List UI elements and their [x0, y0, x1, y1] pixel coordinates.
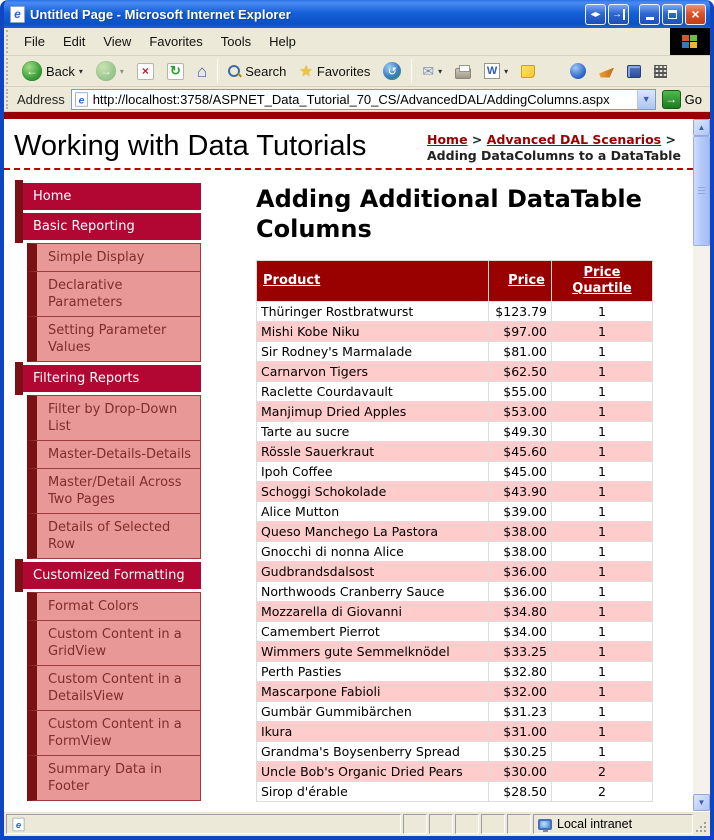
- product-cell: Thüringer Rostbratwurst: [257, 302, 489, 322]
- price-cell: $53.00: [489, 402, 552, 422]
- forward-dropdown-icon: ▾: [119, 66, 124, 76]
- products-gridview: [256, 260, 653, 802]
- product-cell: Sirop d'érable: [257, 782, 489, 802]
- window-nav-button[interactable]: ◂▸: [585, 4, 606, 25]
- price-cell: $32.80: [489, 662, 552, 682]
- table-header-row: [257, 261, 653, 302]
- standard-toolbar: [4, 56, 710, 87]
- price-cell: $43.90: [489, 482, 552, 502]
- sidebar-item-simple-display[interactable]: Simple Display: [27, 243, 201, 272]
- stop-button[interactable]: [131, 60, 160, 83]
- windows-logo: [670, 28, 710, 55]
- quartile-cell: 1: [552, 722, 653, 742]
- back-label: Back: [46, 63, 75, 79]
- refresh-icon: ↻: [167, 63, 184, 80]
- minimize-button[interactable]: [639, 4, 660, 25]
- breadcrumb: [427, 129, 685, 164]
- print-icon: [455, 68, 471, 79]
- table-row: [257, 762, 653, 782]
- address-field[interactable]: [71, 89, 656, 110]
- edit-with-word-button[interactable]: [478, 60, 514, 82]
- table-row: [257, 622, 653, 642]
- vertical-scrollbar[interactable]: [693, 119, 710, 811]
- product-cell: Gudbrandsdalsost: [257, 562, 489, 582]
- quick-links-icon: [654, 65, 667, 78]
- back-dropdown-icon[interactable]: ▾: [78, 66, 83, 76]
- page-top-red-band: [4, 112, 710, 119]
- status-panel: [481, 814, 505, 834]
- quartile-cell: 1: [552, 702, 653, 722]
- sidebar-item-format-colors[interactable]: Format Colors: [27, 592, 201, 621]
- word-edit-icon: W: [484, 63, 500, 79]
- price-cell: $45.60: [489, 442, 552, 462]
- product-cell: Tarte au sucre: [257, 422, 489, 442]
- quartile-cell: 1: [552, 582, 653, 602]
- price-cell: $62.50: [489, 362, 552, 382]
- sidebar-item-details-of-selected-row[interactable]: Details of Selected Row: [27, 513, 201, 559]
- product-cell: Wimmers gute Semmelknödel: [257, 642, 489, 662]
- sidebar-item-filtering-reports[interactable]: Filtering Reports: [23, 365, 201, 392]
- main-content: [256, 184, 676, 802]
- scrollbar-thumb[interactable]: [693, 136, 710, 246]
- product-cell: Alice Mutton: [257, 502, 489, 522]
- messenger-icon: [570, 63, 586, 79]
- page-viewport: [4, 119, 710, 811]
- product-cell: Carnarvon Tigers: [257, 362, 489, 382]
- price-cell: $45.00: [489, 462, 552, 482]
- sidebar-item-filter-by-dropdown-list[interactable]: Filter by Drop-Down List: [27, 395, 201, 441]
- address-label: Address: [17, 91, 65, 107]
- breadcrumb-separator: >: [665, 132, 676, 147]
- table-row: [257, 482, 653, 502]
- status-page-icon: e: [13, 817, 25, 831]
- close-button[interactable]: ×: [685, 4, 706, 25]
- price-cell: $32.00: [489, 682, 552, 702]
- notes-button[interactable]: [515, 62, 541, 81]
- product-cell: Gumbär Gummibärchen: [257, 702, 489, 722]
- ie-page-icon: e: [10, 6, 25, 23]
- forward-icon: →: [96, 61, 116, 81]
- price-cell: $33.25: [489, 642, 552, 662]
- status-panel: [455, 814, 479, 834]
- menu-view[interactable]: View: [103, 34, 132, 49]
- table-row: [257, 662, 653, 682]
- product-cell: Gnocchi di nonna Alice: [257, 542, 489, 562]
- product-cell: Ipoh Coffee: [257, 462, 489, 482]
- price-cell: $39.00: [489, 502, 552, 522]
- status-panel: [403, 814, 427, 834]
- sidebar-nav: [15, 180, 201, 801]
- history-button[interactable]: [377, 59, 407, 83]
- forward-button[interactable]: [90, 58, 130, 84]
- address-gripper[interactable]: [6, 89, 11, 109]
- menu-gripper[interactable]: [6, 30, 11, 53]
- product-cell: Schoggi Schokolade: [257, 482, 489, 502]
- quartile-cell: 2: [552, 782, 653, 802]
- price-cell: $34.00: [489, 622, 552, 642]
- site-title: Working with Data Tutorials: [14, 130, 367, 162]
- product-cell: Raclette Courdavault: [257, 382, 489, 402]
- quartile-cell: 1: [552, 622, 653, 642]
- sidebar-item-customized-formatting[interactable]: Customized Formatting: [23, 562, 201, 589]
- table-row: [257, 782, 653, 802]
- table-row: [257, 722, 653, 742]
- address-bar: [4, 87, 710, 112]
- back-icon: ←: [22, 61, 42, 81]
- sidebar-item-home[interactable]: Home: [23, 183, 201, 210]
- word-dropdown-icon[interactable]: ▾: [504, 66, 509, 76]
- menu-help[interactable]: Help: [269, 34, 296, 49]
- table-row: [257, 502, 653, 522]
- toolbar-separator: [411, 59, 412, 83]
- sort-price-quartile-link[interactable]: Price Quartile: [572, 265, 632, 296]
- quartile-cell: 1: [552, 402, 653, 422]
- table-row: [257, 522, 653, 542]
- sort-price-link[interactable]: Price: [508, 273, 545, 288]
- window-detach-button[interactable]: →: [608, 4, 629, 25]
- search-button[interactable]: [222, 61, 292, 82]
- table-row: [257, 342, 653, 362]
- home-icon: ⌂: [196, 61, 208, 81]
- product-cell: Rössle Sauerkraut: [257, 442, 489, 462]
- toolbar-separator: [217, 59, 218, 83]
- price-cell: $38.00: [489, 542, 552, 562]
- status-bar: [4, 811, 710, 836]
- table-row: [257, 442, 653, 462]
- quartile-cell: 1: [552, 742, 653, 762]
- price-cell: $55.00: [489, 382, 552, 402]
- address-dropdown-button[interactable]: ▼: [637, 90, 655, 109]
- product-cell: Mascarpone Fabioli: [257, 682, 489, 702]
- quartile-cell: 1: [552, 422, 653, 442]
- product-cell: Manjimup Dried Apples: [257, 402, 489, 422]
- mail-button[interactable]: [416, 61, 448, 81]
- go-button[interactable]: [656, 90, 708, 109]
- security-zone-label: Local intranet: [557, 817, 633, 831]
- search-label: Search: [245, 63, 287, 79]
- local-intranet-icon: [538, 819, 552, 830]
- scroll-up-button[interactable]: ▲: [693, 119, 710, 136]
- home-button[interactable]: [191, 60, 213, 83]
- product-cell: Perth Pasties: [257, 662, 489, 682]
- price-cell: $36.00: [489, 562, 552, 582]
- table-row: [257, 462, 653, 482]
- address-page-icon: e: [75, 92, 88, 106]
- price-cell: $81.00: [489, 342, 552, 362]
- price-cell: $97.00: [489, 322, 552, 342]
- go-arrow-icon: →: [662, 90, 681, 109]
- table-row: [257, 322, 653, 342]
- quartile-cell: 1: [552, 382, 653, 402]
- quartile-cell: 1: [552, 502, 653, 522]
- scroll-down-button[interactable]: ▼: [693, 794, 710, 811]
- quartile-cell: 1: [552, 662, 653, 682]
- table-row: [257, 402, 653, 422]
- quartile-cell: 2: [552, 762, 653, 782]
- product-cell: Northwoods Cranberry Sauce: [257, 582, 489, 602]
- refresh-button[interactable]: [161, 60, 190, 83]
- sidebar-item-setting-parameter-values[interactable]: Setting Parameter Values: [27, 316, 201, 362]
- sidebar-item-master-details-details[interactable]: Master-Details-Details: [27, 440, 201, 469]
- quick-links-button[interactable]: [648, 62, 673, 81]
- breadcrumb-separator: >: [471, 132, 483, 147]
- quartile-cell: 1: [552, 642, 653, 662]
- mail-icon: ✉: [422, 63, 435, 79]
- sort-product-link[interactable]: Product: [263, 273, 321, 288]
- price-cell: $36.00: [489, 582, 552, 602]
- table-row: [257, 742, 653, 762]
- sidebar-item-custom-content-formview[interactable]: Custom Content in a FormView: [27, 710, 201, 756]
- quartile-cell: 1: [552, 542, 653, 562]
- table-row: [257, 422, 653, 442]
- menu-edit[interactable]: Edit: [62, 34, 86, 49]
- go-label: Go: [684, 91, 702, 107]
- price-cell: $34.80: [489, 602, 552, 622]
- product-cell: Queso Manchego La Pastora: [257, 522, 489, 542]
- favorites-button[interactable]: [293, 61, 376, 82]
- product-cell: Camembert Pierrot: [257, 622, 489, 642]
- mail-dropdown-icon[interactable]: ▾: [438, 66, 443, 76]
- product-cell: Mishi Kobe Niku: [257, 322, 489, 342]
- price-cell: $38.00: [489, 522, 552, 542]
- menu-file[interactable]: File: [24, 34, 45, 49]
- menu-tools[interactable]: Tools: [220, 34, 252, 49]
- price-cell: $31.23: [489, 702, 552, 722]
- price-cell: $31.00: [489, 722, 552, 742]
- table-row: [257, 702, 653, 722]
- product-cell: Mozzarella di Giovanni: [257, 602, 489, 622]
- price-cell: $30.00: [489, 762, 552, 782]
- quartile-cell: 1: [552, 602, 653, 622]
- quartile-cell: 1: [552, 562, 653, 582]
- price-cell: $49.30: [489, 422, 552, 442]
- product-cell: Grandma's Boysenberry Spread: [257, 742, 489, 762]
- window-title: Untitled Page - Microsoft Internet Explorer: [30, 6, 291, 22]
- status-main-panel: [6, 814, 401, 834]
- status-panel: [507, 814, 531, 834]
- sidebar-item-custom-content-detailsview[interactable]: Custom Content in a DetailsView: [27, 665, 201, 711]
- table-row: [257, 302, 653, 322]
- quartile-cell: 1: [552, 482, 653, 502]
- notes-icon: [521, 65, 535, 78]
- print-button[interactable]: [449, 61, 477, 82]
- messenger-button[interactable]: [564, 60, 592, 82]
- table-row: [257, 602, 653, 622]
- product-cell: Ikura: [257, 722, 489, 742]
- title-bar: [4, 0, 710, 28]
- maximize-button[interactable]: [662, 4, 683, 25]
- research-icon: [627, 65, 641, 78]
- table-row: [257, 582, 653, 602]
- msn-button[interactable]: [593, 62, 620, 81]
- quartile-cell: 1: [552, 362, 653, 382]
- sidebar-item-summary-data-in-footer[interactable]: Summary Data in Footer: [27, 755, 201, 801]
- sidebar-item-custom-content-gridview[interactable]: Custom Content in a GridView: [27, 620, 201, 666]
- product-cell: Uncle Bob's Organic Dried Pears: [257, 762, 489, 782]
- breadcrumb-section-link[interactable]: Advanced DAL Scenarios: [486, 132, 662, 147]
- quartile-cell: 1: [552, 302, 653, 322]
- table-row: [257, 542, 653, 562]
- table-row: [257, 562, 653, 582]
- breadcrumb-current: Adding DataColumns to a DataTable: [427, 148, 681, 163]
- table-row: [257, 382, 653, 402]
- quartile-cell: 1: [552, 322, 653, 342]
- address-url[interactable]: http://localhost:3758/ASPNET_Data_Tutorial_70_CS/AdvancedDAL/AddingColumns.aspx: [92, 91, 610, 107]
- price-cell: $28.50: [489, 782, 552, 802]
- quartile-cell: 1: [552, 442, 653, 462]
- quartile-cell: 1: [552, 522, 653, 542]
- security-zone-panel: [533, 814, 693, 834]
- price-cell: $123.79: [489, 302, 552, 322]
- research-button[interactable]: [621, 62, 647, 81]
- toolbar-gripper[interactable]: [6, 58, 11, 84]
- history-icon: ↺: [383, 62, 401, 80]
- sidebar-item-basic-reporting[interactable]: Basic Reporting: [23, 213, 201, 240]
- price-cell: $30.25: [489, 742, 552, 762]
- table-row: [257, 642, 653, 662]
- sidebar-item-master-detail-two-pages[interactable]: Master/Detail Across Two Pages: [27, 468, 201, 514]
- page-title: Adding Additional DataTable Columns: [256, 185, 642, 243]
- back-button[interactable]: [16, 58, 89, 84]
- page-header: [4, 119, 693, 170]
- quartile-cell: 1: [552, 682, 653, 702]
- menu-bar: [4, 28, 710, 56]
- resize-grip[interactable]: [695, 814, 708, 834]
- table-row: [257, 362, 653, 382]
- breadcrumb-home-link[interactable]: Home: [427, 132, 468, 147]
- msn-icon: [599, 68, 614, 78]
- table-row: [257, 682, 653, 702]
- quartile-cell: 1: [552, 462, 653, 482]
- status-panel: [429, 814, 453, 834]
- stop-icon: ×: [137, 63, 154, 80]
- quartile-cell: 1: [552, 342, 653, 362]
- favorites-star-icon: ★: [299, 62, 313, 80]
- sidebar-item-declarative-parameters[interactable]: Declarative Parameters: [27, 271, 201, 317]
- search-icon: [228, 65, 241, 78]
- product-cell: Sir Rodney's Marmalade: [257, 342, 489, 362]
- favorites-label: Favorites: [316, 63, 371, 79]
- menu-favorites[interactable]: Favorites: [149, 34, 203, 49]
